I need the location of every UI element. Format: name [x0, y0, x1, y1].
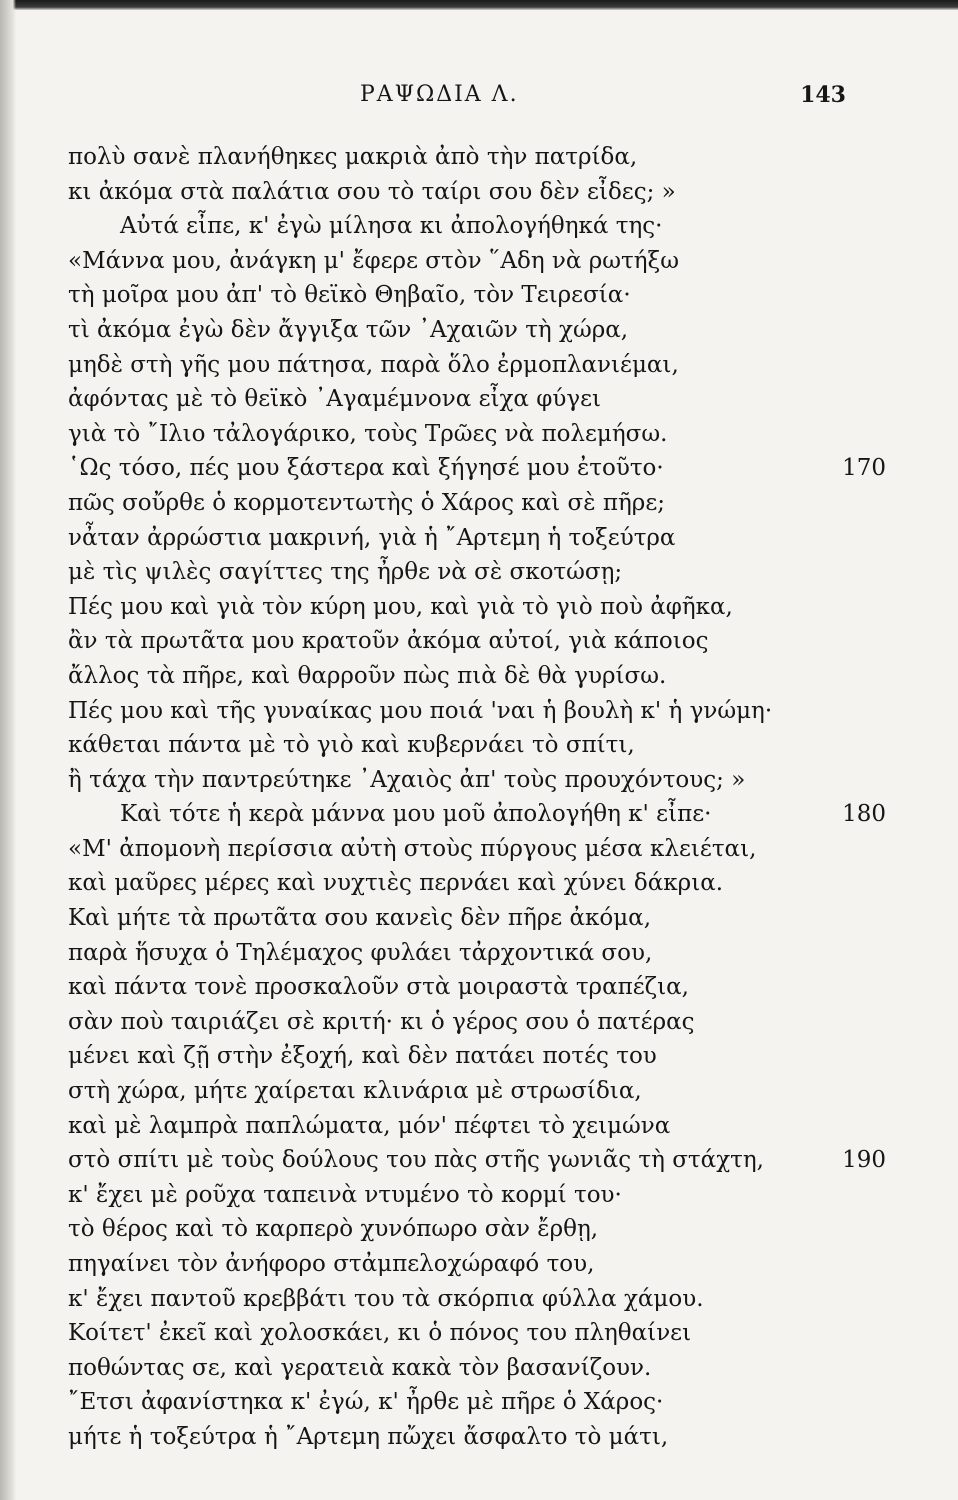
verse-line-text: μὲ τὶς ψιλὲς σαγίττες της ἦρθε νὰ σὲ σκοτώσῃ;	[68, 559, 623, 586]
verse-line-text: «Μ' ἀπομονὴ περίσσια αὐτὴ στοὺς πύργους μέσα κλειέται,	[68, 835, 757, 862]
line-number: 190	[842, 1147, 886, 1174]
verse-line	[68, 728, 848, 763]
verse-line	[68, 1039, 848, 1074]
verse-line	[68, 1247, 848, 1282]
verse-line-text: ποθώντας σε, καὶ γερατειὰ κακὰ τὸν βασανίζουν.	[68, 1354, 652, 1381]
verse-line-text: κ' ἔχει παντοῦ κρεββάτι του τὰ σκόρπια φύλλα χάμου.	[68, 1285, 704, 1312]
verse-line	[68, 1282, 848, 1317]
verse-line-text: ῎Ετσι ἀφανίστηκα κ' ἐγώ, κ' ἦρθε μὲ πῆρε ὁ Χάρος·	[68, 1389, 664, 1416]
verse-line	[68, 1178, 848, 1213]
verse-line	[68, 451, 886, 486]
verse-line-text: στὸ σπίτι μὲ τοὺς δούλους του πὰς στῆς γωνιᾶς τὴ στάχτη,	[68, 1147, 764, 1174]
running-title: ΡΑΨΩΔΙΑ Λ.	[360, 82, 519, 107]
verse-line	[68, 486, 848, 521]
page-header	[0, 76, 958, 116]
verse-line	[68, 763, 848, 798]
verse-text	[68, 140, 886, 1455]
verse-line	[68, 521, 848, 556]
verse-line	[68, 832, 848, 867]
verse-line	[68, 797, 886, 832]
verse-line-text: Καὶ μήτε τὰ πρωτᾶτα σου κανεὶς δὲν πῆρε ἀκόμα,	[68, 905, 652, 932]
verse-line-text: «Μάννα μου, ἀνάγκη μ' ἔφερε στὸν ῞Αδη νὰ ρωτήξω	[68, 247, 679, 274]
verse-line-text: μήτε ἡ τοξεύτρα ἡ ῎Αρτεμη πὤχει ἄσφαλτο τὸ μάτι,	[68, 1423, 669, 1450]
verse-line-text: Κοίτετ' ἐκεῖ καὶ χολοσκάει, κι ὁ πόνος του πληθαίνει	[68, 1320, 692, 1347]
verse-line-text: μηδὲ στὴ γῆς μου πάτησα, παρὰ ὅλο ἐρμοπλανιέμαι,	[68, 351, 679, 378]
verse-line-text: ῾Ως τόσο, πές μου ξάστερα καὶ ξήγησέ μου ἐτοῦτο·	[68, 455, 664, 482]
verse-line	[68, 1109, 848, 1144]
verse-line	[68, 590, 848, 625]
verse-line	[68, 1143, 886, 1178]
verse-line-text: ἄλλος τὰ πῆρε, καὶ θαρροῦν πὼς πιὰ δὲ θὰ γυρίσω.	[68, 662, 667, 689]
verse-line-text: στὴ χώρα, μήτε χαίρεται κλινάρια μὲ στρωσίδια,	[68, 1078, 642, 1105]
page-top-shadow	[0, 0, 958, 10]
verse-line	[68, 313, 848, 348]
verse-line	[68, 970, 848, 1005]
verse-line-text: μένει καὶ ζῇ στὴν ἐξοχή, καὶ δὲν πατάει ποτές του	[68, 1043, 657, 1070]
verse-line-text: καὶ μὲ λαμπρὰ παπλώματα, μόν' πέφτει τὸ χειμώνα	[68, 1112, 671, 1139]
verse-line	[68, 140, 848, 175]
verse-line-text: ἀφόντας μὲ τὸ θεϊκὸ ᾿Αγαμέμνονα εἶχα φύγει	[68, 386, 602, 413]
verse-line	[68, 659, 848, 694]
page-number: 143	[800, 82, 846, 108]
verse-line	[68, 555, 848, 590]
verse-line	[68, 348, 848, 383]
verse-line	[68, 1316, 848, 1351]
verse-line-text: Αὐτά εἶπε, κ' ἐγὼ μίλησα κι ἀπολογήθηκά της·	[120, 213, 663, 240]
verse-line	[68, 901, 848, 936]
verse-line	[68, 1074, 848, 1109]
verse-line-text: γιὰ τὸ ῎Ιλιο τἀλογάρικο, τοὺς Τρῶες νὰ πολεμήσω.	[68, 420, 668, 447]
verse-line-text: πολὺ σανὲ πλανήθηκες μακριὰ ἀπὸ τὴν πατρίδα,	[68, 144, 638, 170]
verse-line	[68, 1005, 848, 1040]
verse-line	[68, 278, 848, 313]
verse-line	[68, 1212, 848, 1247]
verse-line-text: καὶ πάντα τονὲ προσκαλοῦν στὰ μοιραστὰ τραπέζια,	[68, 974, 689, 1001]
verse-line-text: τὴ μοῖρα μου ἀπ' τὸ θεϊκὸ Θηβαῖο, τὸν Τειρεσία·	[68, 282, 631, 309]
verse-line-text: νἆταν ἀρρώστια μακρινή, γιὰ ἡ ῎Αρτεμη ἡ τοξεύτρα	[68, 524, 676, 551]
verse-line-text: σὰν ποὺ ταιριάζει σὲ κριτή· κι ὁ γέρος σου ὁ πατέρας	[68, 1008, 695, 1035]
verse-line-text: καὶ μαῦρες μέρες καὶ νυχτιὲς περνάει καὶ χύνει δάκρια.	[68, 870, 724, 897]
verse-line	[68, 694, 848, 729]
verse-line-text: κ' ἔχει μὲ ροῦχα ταπεινὰ ντυμένο τὸ κορμί του·	[68, 1181, 622, 1208]
verse-line-text: τὸ θέρος καὶ τὸ καρπερὸ χυνόπωρο σὰν ἔρθῃ,	[68, 1216, 599, 1243]
verse-line	[68, 244, 848, 279]
verse-line	[68, 1351, 848, 1386]
verse-line	[68, 175, 848, 210]
verse-line-text: κι ἀκόμα στὰ παλάτια σου τὸ ταίρι σου δὲν εἶδες; »	[68, 178, 676, 205]
verse-line	[68, 866, 848, 901]
line-number: 170	[842, 455, 886, 482]
page-binding-shadow	[0, 0, 16, 1500]
verse-line	[68, 382, 848, 417]
verse-line-text: ἢ τάχα τὴν παντρεύτηκε ᾿Αχαιὸς ἀπ' τοὺς προυχόντους; »	[68, 766, 746, 793]
verse-line-text: ἂν τὰ πρωτᾶτα μου κρατοῦν ἀκόμα αὐτοί, γιὰ κάποιος	[68, 628, 709, 655]
verse-line	[68, 209, 848, 244]
verse-line	[68, 624, 848, 659]
verse-line-text: παρὰ ἥσυχα ὁ Τηλέμαχος φυλάει τἀρχοντικά σου,	[68, 939, 653, 966]
verse-line-text: κάθεται πάντα μὲ τὸ γιὸ καὶ κυβερνάει τὸ σπίτι,	[68, 732, 635, 759]
verse-line-text: Καὶ τότε ἡ κερὰ μάννα μου μοῦ ἀπολογήθη κ' εἶπε·	[120, 801, 712, 828]
verse-line-text: τὶ ἀκόμα ἐγὼ δὲν ἄγγιξα τῶν ᾿Αχαιῶν τὴ χώρα,	[68, 316, 629, 343]
verse-line-text: Πές μου καὶ τῆς γυναίκας μου ποιά 'ναι ἡ βουλὴ κ' ἡ γνώμη·	[68, 697, 773, 724]
line-number: 180	[842, 801, 886, 828]
verse-line-text: πηγαίνει τὸν ἀνήφορο στἀμπελοχώραφό του,	[68, 1251, 595, 1277]
verse-line	[68, 936, 848, 971]
verse-line-text: Πές μου καὶ γιὰ τὸν κύρη μου, καὶ γιὰ τὸ γιὸ ποὺ ἀφῆκα,	[68, 593, 733, 620]
verse-line	[68, 1420, 848, 1455]
verse-line	[68, 417, 848, 452]
verse-line	[68, 1385, 848, 1420]
verse-line-text: πῶς σοὔρθε ὁ κορμοτεντωτὴς ὁ Χάρος καὶ σὲ πῆρε;	[68, 489, 665, 516]
